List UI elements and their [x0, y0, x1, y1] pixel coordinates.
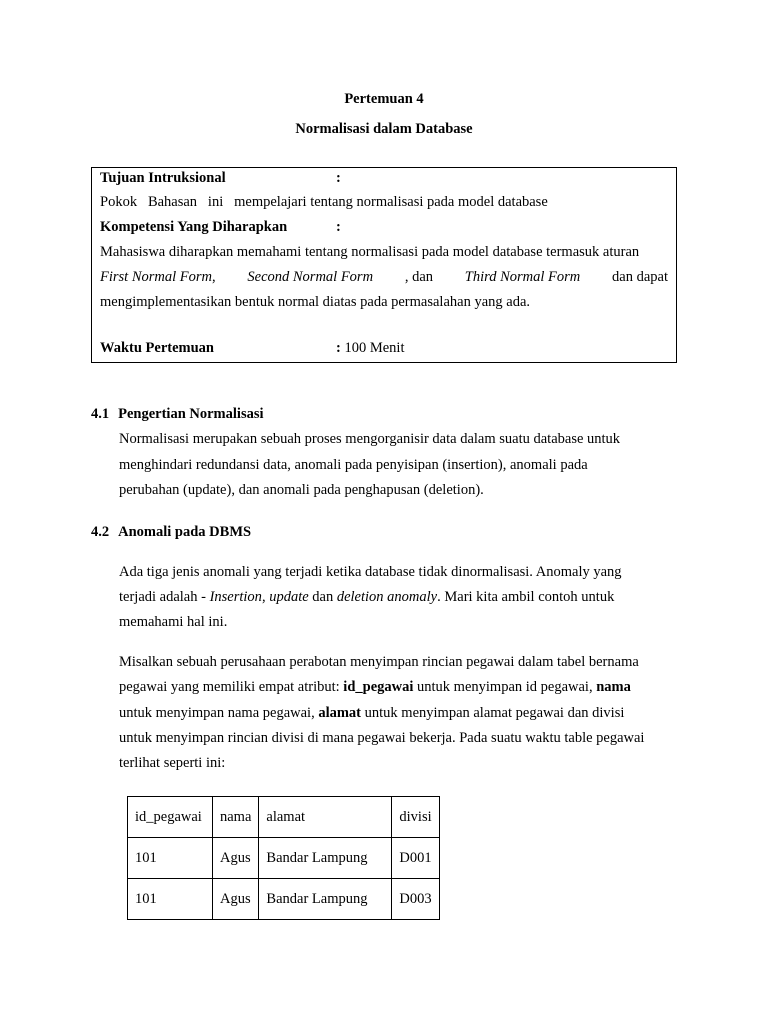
document-title: Normalisasi dalam Database — [295, 121, 473, 137]
paragraph-2-line-3: untuk menyimpan nama pegawai, alamat untuk menyimpan alamat pegawai dan divisi — [119, 705, 625, 721]
time-label: Waktu Pertemuan — [100, 340, 214, 356]
competence-line-1: Mahasiswa diharapkan memahami tentang normalisasi pada model database termasuk aturan — [100, 244, 640, 260]
competence-colon: : — [336, 219, 341, 235]
paragraph-2-line-5: terlihat seperti ini: — [119, 755, 226, 771]
table-cell: 101 — [128, 879, 213, 920]
paragraph-1-line-2: terjadi adalah - Insertion, update dan deletion anomaly. Mari kita ambil contoh untuk — [119, 589, 615, 605]
paragraph-1-line-3: memahami hal ini. — [119, 614, 228, 630]
paragraph-2-line-2: pegawai yang memiliki empat atribut: id_pegawai untuk menyimpan id pegawai, nama — [119, 679, 631, 695]
competence-label: Kompetensi Yang Diharapkan — [100, 219, 288, 235]
section-4-1-line-1: Normalisasi merupakan sebuah proses mengorganisir data dalam suatu database untuk — [119, 431, 621, 447]
table-header-row — [128, 797, 440, 838]
objective-label: Tujuan Intruksional — [100, 170, 226, 186]
table-cell: 101 — [128, 838, 213, 879]
time-value: : 100 Menit — [336, 340, 405, 356]
section-4-1-line-3: perubahan (update), dan anomali pada penghapusan (deletion). — [119, 482, 484, 498]
table-cell: Bandar Lampung — [259, 879, 392, 920]
table-cell: Agus — [213, 838, 259, 879]
meeting-title: Pertemuan 4 — [344, 91, 424, 107]
table-cell: D003 — [392, 879, 439, 920]
paragraph-2-line-1: Misalkan sebuah perusahaan perabotan menyimpan rincian pegawai dalam tabel bernama — [119, 654, 639, 670]
table-cell: Bandar Lampung — [259, 838, 392, 879]
table-header-cell: id_pegawai — [128, 797, 213, 838]
competence-line-2: First Normal Form, Second Normal Form , dan Third Normal Form dan dapat — [100, 269, 668, 285]
section-4-1-line-2: menghindari redundansi data, anomali pada penyisipan (insertion), anomali pada — [119, 457, 588, 473]
objective-colon: : — [336, 170, 341, 186]
table-row — [128, 838, 440, 879]
table-cell: Agus — [213, 879, 259, 920]
table-header-cell: nama — [213, 797, 259, 838]
nf1: First Normal Form — [100, 269, 212, 285]
competence-line-3: mengimplementasikan bentuk normal diatas pada permasalahan yang ada. — [100, 294, 531, 310]
nf3: Third Normal Form — [464, 269, 581, 285]
nf2: Second Normal Form — [247, 269, 374, 285]
table-header-cell: divisi — [392, 797, 439, 838]
table-cell: D001 — [392, 838, 439, 879]
paragraph-2-line-4: untuk menyimpan rincian divisi di mana pegawai bekerja. Pada suatu waktu table pegawai — [119, 730, 645, 746]
table-header-cell: alamat — [259, 797, 392, 838]
pegawai-table — [127, 796, 440, 920]
paragraph-1-line-1: Ada tiga jenis anomali yang terjadi ketika database tidak dinormalisasi. Anomaly yang — [119, 564, 622, 580]
info-box — [91, 167, 677, 363]
objective-text: Pokok Bahasan ini mempelajari tentang normalisasi pada model database — [100, 194, 548, 210]
table-row — [128, 879, 440, 920]
section-4-1-heading: 4.1 Pengertian Normalisasi — [91, 406, 264, 422]
section-4-2-heading: 4.2 Anomali pada DBMS — [91, 524, 252, 540]
